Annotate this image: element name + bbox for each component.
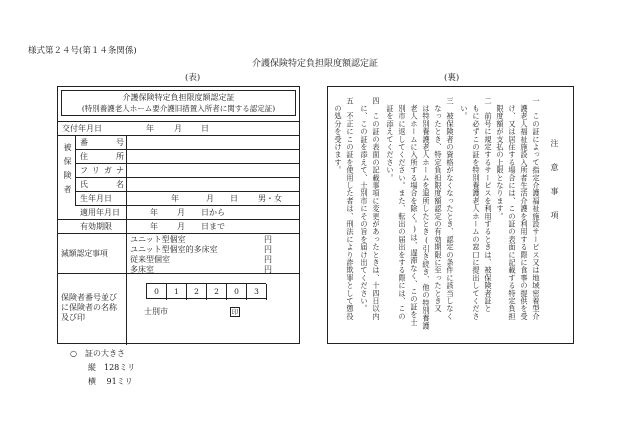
reduction-item-unit-private: ユニット型個室 <box>130 235 186 244</box>
size-note-title: ○ 証の大きさ <box>70 349 125 358</box>
issue-month-unit: 月 <box>174 124 182 133</box>
expiry-month-unit: 月 <box>177 222 185 231</box>
birth-date-label: 生年月日 <box>80 194 112 203</box>
insured-group-label: 被保険者 <box>63 143 72 199</box>
note-line: 護老人福祉施設入所者生活介護を利用する際に食事の提供を受 <box>520 97 529 321</box>
insurer-digit: 2 <box>207 284 227 300</box>
note-line: は特別養護老人ホームを退所したとき(引き続き、他の特別養護 <box>422 97 431 330</box>
applicable-year-unit: 年 <box>150 208 158 217</box>
size-note-height: 縦 128ミリ <box>88 363 136 372</box>
sex-selector: 男・女 <box>258 194 282 203</box>
insured-name-label: 氏名 <box>80 180 124 189</box>
applicable-date-label: 適用年月日 <box>80 208 120 217</box>
reduction-unit-yen: 円 <box>264 265 272 274</box>
issue-day-unit: 日 <box>201 124 209 133</box>
note-line: もに必ずこの証を特別養護老人ホームの窓口に提出してくださ <box>472 97 481 321</box>
front-certificate <box>57 86 300 344</box>
insured-number-label: 番号 <box>80 138 124 147</box>
reduction-item-multi-bed: 多床室 <box>130 265 154 274</box>
insurer-digit: 0 <box>147 284 167 300</box>
note-line: 老人ホームに入所する場合を除く。)は、遅滞なく、この証を士 <box>410 97 419 327</box>
issue-date-label: 交付年月日 <box>62 124 102 133</box>
form-number: 様式第２４号(第１４条関係) <box>28 46 137 56</box>
note-line: 五 不正にこの証を使用した者は、刑法により詐欺罪として懲役 <box>346 97 355 321</box>
note-line: け、又は居住する場合には、この証の表面に記載する特定負担 <box>508 97 517 321</box>
certificate-title: 介護保険特定負担限度額認定証 <box>122 93 235 102</box>
insured-furigana-label: フリガナ <box>80 166 124 175</box>
note-line: 限度額が支払の上限となります。 <box>496 97 505 221</box>
insurer-number-boxes <box>146 283 266 299</box>
insurer-seal-icon: 印 <box>231 308 239 316</box>
insurer-digit: 1 <box>167 284 187 300</box>
back-notes-panel <box>327 86 574 344</box>
note-line: 一 この証によって指定介護福祉施設サービス又は地域密着型介 <box>532 97 541 321</box>
reduction-unit-yen: 円 <box>264 235 272 244</box>
reduction-label: 減額認定事項 <box>61 249 108 258</box>
note-line: 四 この証の表面の記載事項に変更があったときは、十四日以内 <box>372 97 381 321</box>
reduction-unit-yen: 円 <box>264 245 272 254</box>
note-line: 別市に返してください。また、転出の届出をする際には、この <box>398 97 407 321</box>
certificate-subtitle: (特別養護老人ホーム要介護旧措置入所者に関する認定証) <box>81 104 276 113</box>
expiry-label: 有効期限 <box>80 222 112 231</box>
note-line: 三 被保険者の資格がなくなったとき、認定の条件に該当しなく <box>446 97 455 321</box>
note-line: に、この証を添えて、士別市にその旨を届け出てください。 <box>360 97 369 313</box>
certificate-title-box <box>61 90 296 116</box>
birth-month-unit: 月 <box>206 194 214 203</box>
birth-year-unit: 年 <box>171 194 179 203</box>
note-line: い。 <box>460 97 469 121</box>
insurer-digit: 0 <box>227 284 247 300</box>
insurer-label-line3: 及び印 <box>61 313 85 322</box>
insurer-digit: 2 <box>187 284 207 300</box>
applicable-from: 日から <box>201 208 225 217</box>
reduction-unit-yen: 円 <box>264 255 272 264</box>
issue-year-unit: 年 <box>146 124 154 133</box>
birth-day-unit: 日 <box>230 194 238 203</box>
applicable-month-unit: 月 <box>177 208 185 217</box>
size-note-width: 横 91ミリ <box>88 377 133 386</box>
back-side-label: (裏) <box>444 73 460 83</box>
note-line: 証を添えてください。 <box>386 97 395 182</box>
note-line: の処分を受けます。 <box>334 97 343 174</box>
document-title: 介護保険特定負担限度額認定証 <box>251 59 378 69</box>
notes-heading: 注 意 事 項 <box>550 139 559 223</box>
insurer-digit: 3 <box>247 284 267 300</box>
insurer-name: 士別市 <box>144 307 168 316</box>
insurer-label-line1: 保険者番号並び <box>61 293 117 302</box>
insurer-label-line2: に保険者の名称 <box>61 303 117 312</box>
front-side-label: (表) <box>185 73 201 83</box>
note-line: なったとき、特定負担限度額認定の有効期限に至ったとき又 <box>434 97 443 313</box>
note-line: 二 前号に規定するサービスを利用するときは、被保険者証と <box>484 97 493 313</box>
expiry-until: 日まで <box>201 222 225 231</box>
insured-address-label: 住所 <box>80 152 124 161</box>
reduction-item-conventional-private: 従来型個室 <box>130 255 170 264</box>
expiry-year-unit: 年 <box>150 222 158 231</box>
reduction-item-unit-semi-private: ユニット型個室的多床室 <box>130 245 218 254</box>
